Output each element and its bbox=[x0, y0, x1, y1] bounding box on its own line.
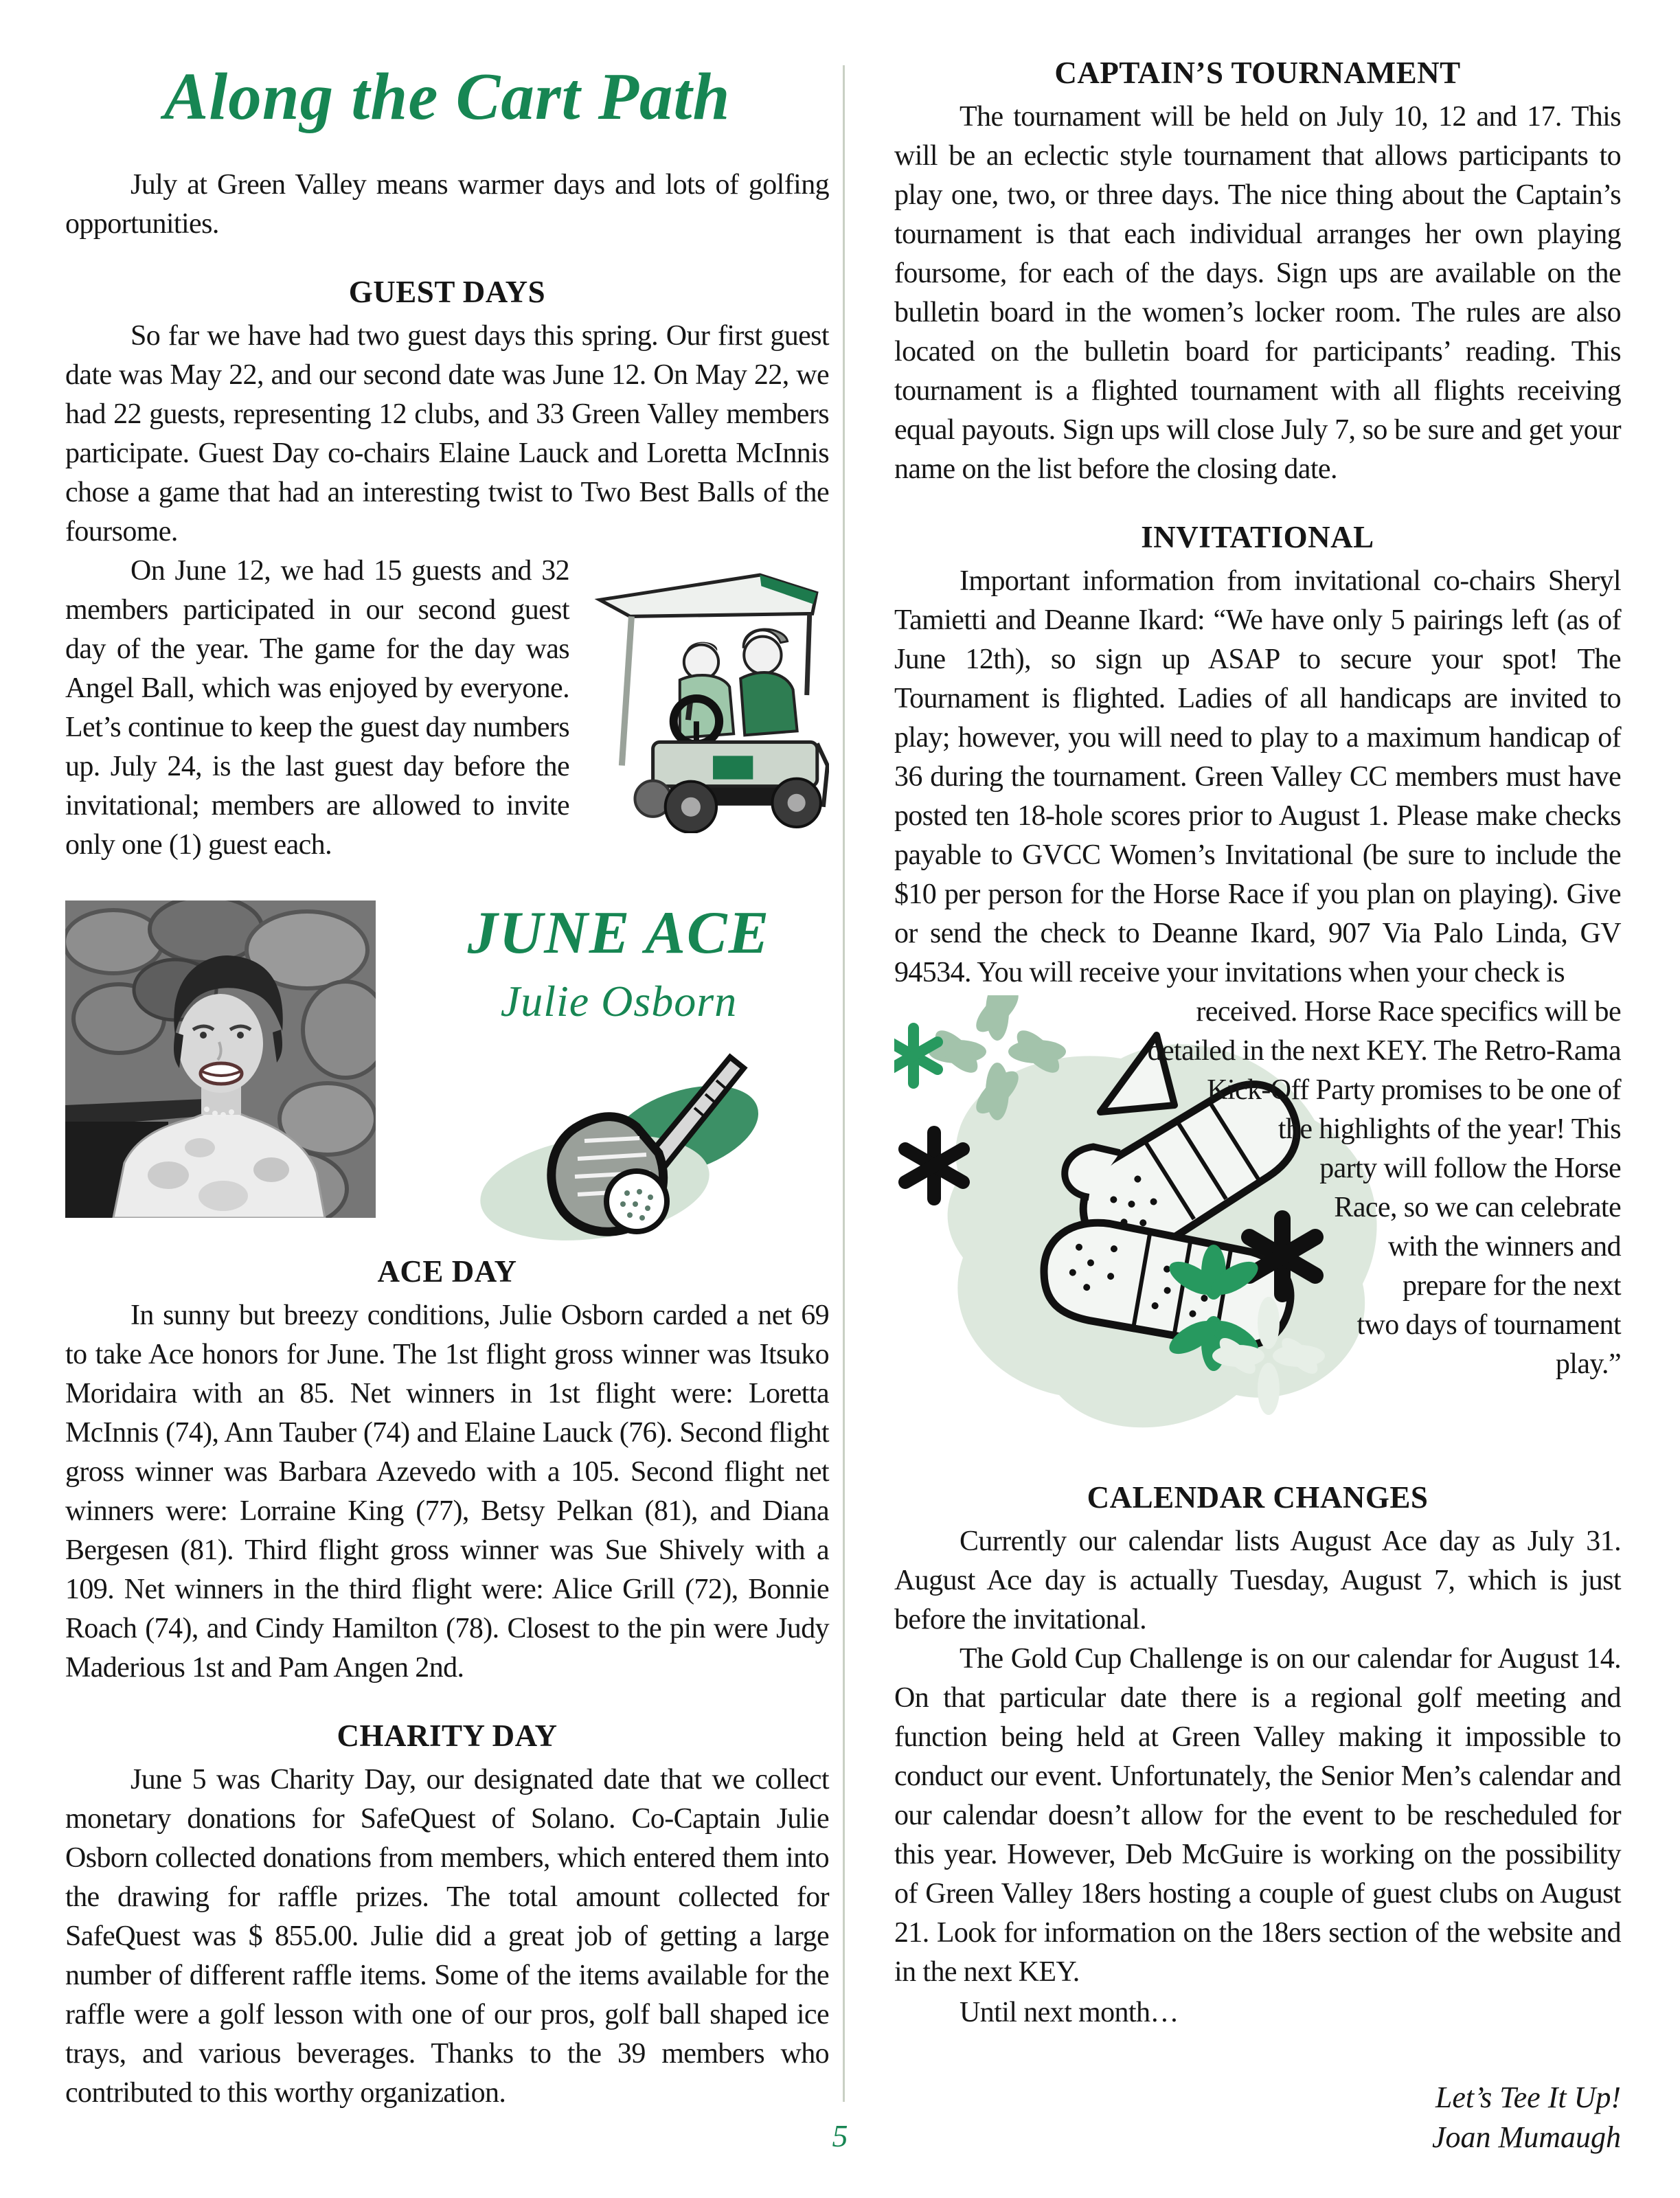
ace-day-heading: ACE DAY bbox=[377, 1254, 517, 1289]
charity-day-paragraph: June 5 was Charity Day, our designated date that we collect monetary donations for SafeQuest of Solano. Co-Captain Julie Osborn collected donations from members, which entered them into the drawing for raffle prizes. The total amount collected for SafeQuest was $ 855.00. Julie did a great job of getting a large number of different raffle items. Some of the items available for the raffle were a golf lesson with one of our pros, golf ball shaped ice trays, and various beverages. Thanks to the 39 members who contributed to this worthy organization. bbox=[65, 1764, 829, 2109]
june-ace-heading: JUNE ACE bbox=[467, 900, 771, 966]
signoff-author: Joan Mumaugh bbox=[1432, 2120, 1621, 2154]
member-photo bbox=[65, 900, 376, 1218]
invitational-heading: INVITATIONAL bbox=[1141, 520, 1374, 554]
signoff-tagline: Let’s Tee It Up! bbox=[1435, 2081, 1621, 2114]
captains-tournament-heading: CAPTAIN’S TOURNAMENT bbox=[1054, 56, 1461, 90]
june-ace-section bbox=[65, 900, 829, 1223]
captains-tournament-paragraph: The tournament will be held on July 10, 12 and 17. This will be an eclectic style tournament that allows participants to play one, two, or three days. The nice thing about the Captain’s tournament is that each individual arranges her own playing foursome, for each of the days. Sign ups are available on the bulletin board in the women’s locker room. The rules are also located on the bulletin board for participants’ reading. This tournament is a flighted tournament with all flights receiving equal payouts. Sign ups will close July 7, so be sure and get your name on the list before the closing date. bbox=[894, 101, 1621, 485]
right-column bbox=[894, 55, 1621, 2157]
left-column bbox=[65, 60, 829, 2113]
ace-day-paragraph: In sunny but breezy conditions, Julie Osborn carded a net 69 to take Ace honors for June. The 1st flight gross winner was Itsuko Moridaira with an 85. Net winners in 1st flight were: Loretta McInnis (74), Ann Tauber (74) and Elaine Lauck (76). Second flight gross winner was Barbara Azevedo with a 105. Second flight net winners were: Lorraine King (77), Betsy Pelkan (81), and Diana Bergesen (81). Third flight gross winner was Sue Shively with a 109. Net winners in the third flight were: Alice Grill (72), Bonnie Roach (74), and Cindy Hamilton (78). Closest to the pin were Judy Maderious 1st and Pam Angen 2nd. bbox=[65, 1300, 829, 1684]
column-divider bbox=[843, 65, 845, 2102]
golf-cart-illustration bbox=[587, 557, 829, 833]
julie-osborn-photo bbox=[65, 900, 376, 1218]
guest-days-paragraph-2: On June 12, we had 15 guests and 32 members participated in our second guest day of the year. The game for the day was Angel Ball, which was enjoyed by everyone. Let’s continue to keep the guest day numbers up. July 24, is the last guest day before the invitational; members are allowed to invite only one (1) guest each. bbox=[65, 555, 569, 861]
closing-line: Until next month… bbox=[960, 1997, 1179, 2028]
calendar-paragraph-1: Currently our calendar lists August Ace day as July 31. August Ace day is actually Tuesday, August 7, which is just before the invitational. bbox=[894, 1526, 1621, 1635]
intro-paragraph: July at Green Valley means warmer days and lots of golfing opportunities. bbox=[65, 169, 829, 240]
calendar-changes-heading: CALENDAR CHANGES bbox=[1087, 1480, 1429, 1515]
golf-club-illustration bbox=[409, 1045, 829, 1247]
invitational-paragraph-wrapped: received. Horse Race specifics will be detailed in the next KEY. The Retro-Rama Kick-Off Party promises to be one of the highlights of the year! This party will follow the Horse Race, so we can celebrate with the winners and prepare for the next two days of tournament play.” bbox=[1147, 996, 1621, 1380]
golf-cart-icon bbox=[587, 557, 829, 833]
page-title: Along the Cart Path bbox=[163, 60, 731, 133]
guest-days-heading: GUEST DAYS bbox=[348, 275, 546, 309]
calendar-paragraph-2: The Gold Cup Challenge is on our calendar for August 14. On that particular date there is a regional golf meeting and function being held at Green Valley making it impossible to conduct our event. Unfortunately, the Senior Men’s calendar and our calendar doesn’t allow for the event to be rescheduled for this year. However, Deb McGuire is working on the possibility of Green Valley 18ers hosting a couple of guest clubs on August 21. Look for information on the 18ers section of the website and in the next KEY. bbox=[894, 1643, 1621, 1988]
invitational-paragraph: Important information from invitational co-chairs Sheryl Tamietti and Deanne Ikard: “We have only 5 pairings left (as of June 12th), so sign up ASAP to secure your spot! The Tournament is flighted. Ladies of all handicaps are invited to play; however, you will need to play to a maximum handicap of 36 during the tournament. Green Valley CC members must have posted ten 18-hole scores prior to August 1. Please make checks payable to GVCC Women’s Invitational (be sure to include the $10 per person for the Horse Race if you plan on playing). Give or send the check to Deanne Ikard, 907 Via Palo Linda, GV 94534. You will receive your invitations when your check is bbox=[894, 565, 1621, 988]
charity-day-heading: CHARITY DAY bbox=[337, 1719, 558, 1753]
june-ace-name: Julie Osborn bbox=[500, 977, 738, 1026]
guest-days-paragraph-1: So far we have had two guest days this spring. Our first guest date was May 22, and our second date was June 12. On May 22, we had 22 guests, representing 12 clubs, and 33 Green Valley members participate. Guest Day co-chairs Elaine Lauck and Loretta McInnis chose a game that had an interesting twist to Two Best Balls of the foursome. bbox=[65, 320, 829, 547]
golf-club-icon bbox=[475, 1045, 763, 1244]
page-number: 5 bbox=[832, 2118, 848, 2153]
